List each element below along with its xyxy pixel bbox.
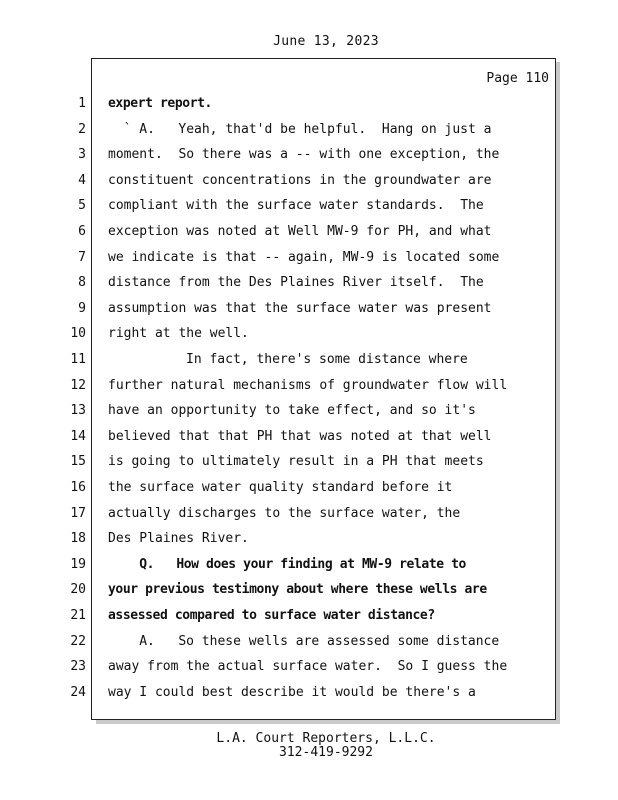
transcript-line: your previous testimony about where these wells are: [108, 582, 487, 598]
transcript-line: expert report.: [108, 96, 212, 111]
page-number: Page 110: [486, 71, 549, 86]
line-number: 17: [70, 505, 86, 521]
footer-company: L.A. Court Reporters, L.L.C.: [216, 731, 436, 746]
transcript-line: believed that that PH that was noted at that well: [108, 428, 492, 444]
transcript-line: In fact, there's some distance where: [186, 352, 468, 367]
line-number: 13: [70, 403, 86, 419]
line-number: 1: [78, 96, 86, 111]
footer: [0, 732, 618, 760]
line-number: 16: [70, 480, 86, 495]
line-number: 8: [78, 275, 86, 291]
transcript-line: we indicate is that -- again, MW-9 is located some: [108, 249, 500, 265]
line-number: 12: [70, 377, 86, 393]
footer-phone: 312-419-9292: [279, 745, 373, 760]
transcript-line: compliant with the surface water standards. The: [108, 198, 484, 214]
transcript-line: A. So these wells are assessed some distance: [139, 633, 500, 649]
transcript-line: have an opportunity to take effect, and so it's: [108, 403, 476, 419]
transcript-line: way I could best describe it would be there's a: [108, 684, 476, 700]
transcript-line: distance from the Des Plaines River itself. The: [108, 275, 484, 291]
transcript-line: is going to ultimately result in a PH that meets: [108, 454, 484, 470]
line-number: 19: [70, 556, 86, 572]
line-number: 21: [70, 608, 86, 623]
line-number: 20: [70, 582, 86, 598]
line-number: 9: [78, 300, 86, 316]
transcript-line: further natural mechanisms of groundwater flow will: [108, 377, 508, 393]
line-number: 22: [70, 633, 86, 649]
transcript-line: Q. How does your finding at MW-9 relate to: [139, 556, 466, 572]
line-number: 5: [78, 198, 86, 214]
transcript-line: assessed compared to surface water distance?: [108, 608, 435, 623]
transcript-line: actually discharges to the surface water, the: [108, 505, 461, 521]
line-number: 6: [78, 224, 86, 239]
transcript-line: exception was noted at Well MW-9 for PH, and what: [108, 224, 492, 239]
line-number: 7: [78, 249, 86, 265]
transcript-line: away from the actual surface water. So I guess the: [108, 659, 508, 675]
line-number: 18: [70, 531, 86, 547]
transcript-line: right at the well.: [108, 326, 249, 342]
transcript-line: constituent concentrations in the groundwater are: [108, 172, 492, 188]
line-number: 10: [70, 326, 86, 342]
line-number: 23: [70, 659, 86, 675]
line-number: 4: [78, 172, 86, 188]
line-number: 3: [78, 147, 86, 163]
line-number: 14: [70, 428, 86, 444]
transcript-line: ` A. Yeah, that'd be helpful. Hang on just a: [123, 121, 492, 137]
line-number: 24: [70, 684, 86, 700]
transcript-date: June 13, 2023: [273, 34, 379, 49]
line-number: 15: [70, 454, 86, 470]
line-number: 11: [70, 352, 86, 367]
transcript-line: moment. So there was a -- with one exception, the: [108, 147, 500, 163]
line-number: 2: [78, 121, 86, 137]
transcript-line: assumption was that the surface water was present: [108, 300, 492, 316]
transcript-line: Des Plaines River.: [108, 531, 249, 547]
transcript-line: the surface water quality standard before it: [108, 480, 453, 495]
